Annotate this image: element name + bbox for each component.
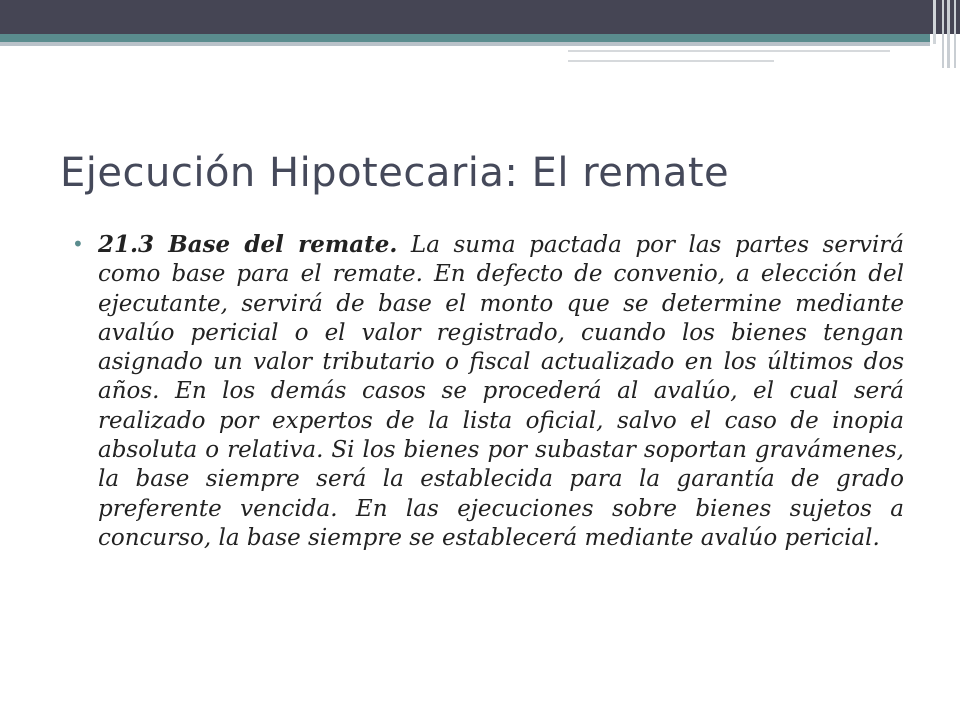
header-thin-line [568,50,890,52]
bullet-lead: 21.3 Base del remate. [98,231,398,258]
bullet-text: La suma pactada por las partes servirá como base para el remate. En defecto de convenio, a elección del ejecutante, servirá de base el monto que se determine mediante avalúo pericial o el valor registrado, cuando los bienes tengan asignado un valor tributario o fiscal actualizado en los últimos dos años. En los demás casos se procederá al avalúo, el cual será realizado por expertos de la lista oficial, salvo el caso de inopia absoluta o relativa. Si los bienes por subastar soportan gravámenes, la base siempre será la establecida para la garantía de grado preferente vencida. En las ejecuciones sobre bienes sujetos a concurso, la base siempre se establecerá mediante avalúo pericial. [98,232,905,551]
decoration-bar [942,0,944,68]
bullet-item [72,230,904,553]
decoration-bar [933,0,936,44]
corner-decoration [930,0,960,68]
slide-body [72,230,904,553]
bullet-marker: • [72,232,84,256]
slide-title: Ejecución Hipotecaria: El remate [60,150,730,196]
header-thin-line [568,60,774,62]
decoration-bar [947,0,950,68]
header-grey-stripe [0,42,930,46]
header-accent-stripe [0,34,930,42]
header-band [0,0,960,34]
decoration-bar [954,0,956,68]
